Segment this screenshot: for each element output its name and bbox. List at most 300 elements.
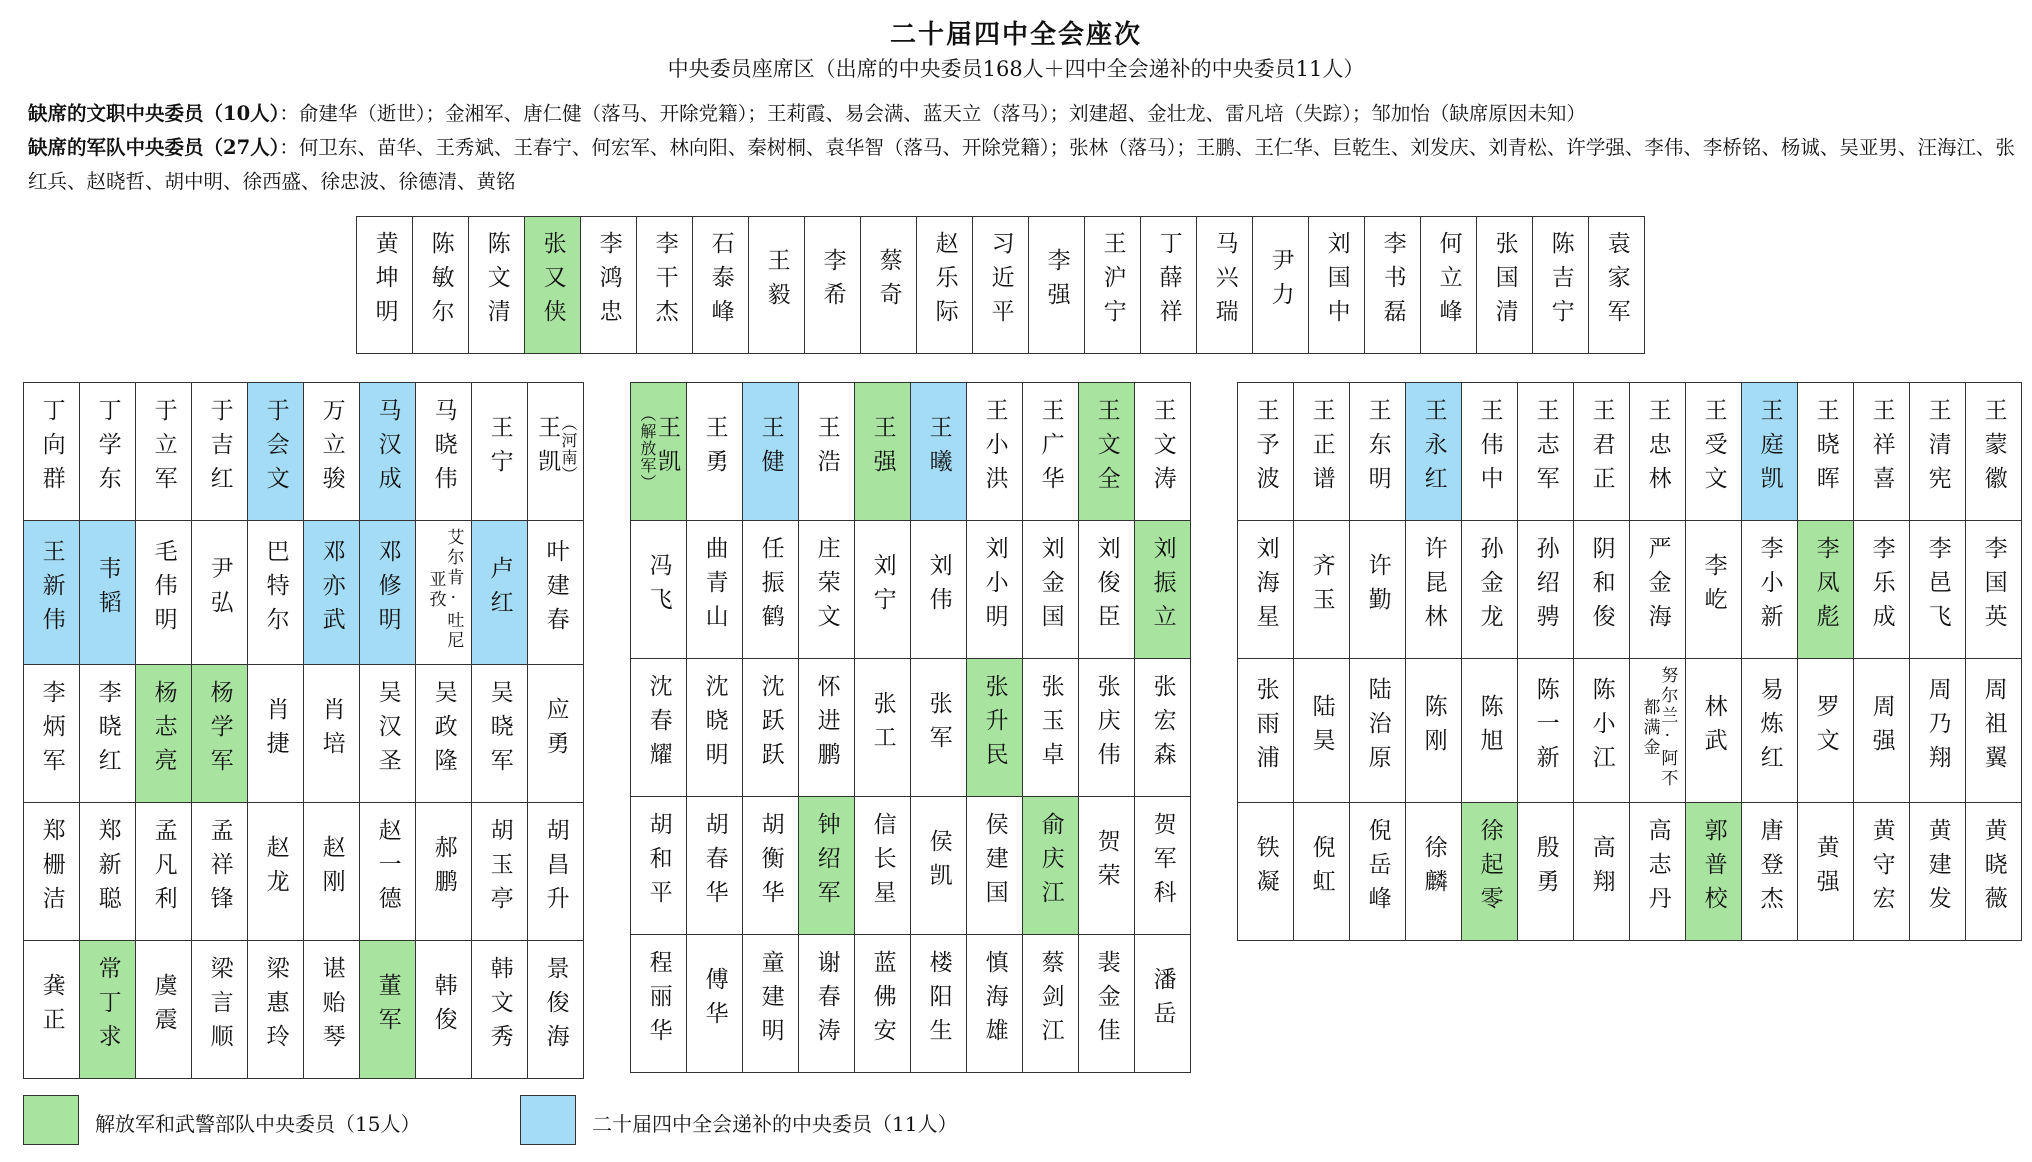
seat-cell: [1574, 521, 1630, 659]
seat-name: 黄强: [1812, 834, 1839, 903]
seat-cell: [1518, 803, 1574, 941]
seat-name: 王凯: [653, 414, 680, 483]
seat-name: 陈刚: [1420, 693, 1447, 762]
seat-cell: [360, 803, 416, 941]
seat-cell: [1135, 797, 1191, 935]
seat-cell: [1079, 935, 1135, 1073]
seat-name: 蓝佛安: [869, 949, 896, 1052]
seat-name: 谢春涛: [813, 949, 840, 1052]
seat-name: 陈一新: [1532, 676, 1559, 779]
seat-cell: [24, 803, 80, 941]
right-seating-block: [1237, 382, 2022, 941]
legend-swatch-alternate: [520, 1095, 576, 1145]
seat-cell: [304, 941, 360, 1079]
seat-name: 李邑飞: [1924, 535, 1951, 638]
absent-civil-label: 缺席的文职中央委员（10人）: [28, 102, 280, 125]
seat-cell: [1197, 217, 1253, 354]
seat-cell: [1238, 803, 1294, 941]
seat-row: [1238, 521, 2022, 659]
seat-cell: [687, 935, 743, 1073]
seat-row: [357, 217, 1645, 354]
seat-name: 何立峰: [1435, 231, 1462, 333]
seat-row: [24, 665, 584, 803]
seat-name: 阴和俊: [1588, 535, 1615, 638]
seat-name: 冯飞: [645, 552, 672, 621]
seat-name: 刘小明: [981, 535, 1008, 638]
seat-cell: [413, 217, 469, 354]
seat-name: 齐玉: [1308, 552, 1335, 621]
seat-cell: [472, 665, 528, 803]
seat-cell: [1966, 659, 2022, 803]
seat-name: 刘金国: [1037, 535, 1064, 638]
seat-name: 邓亦武: [318, 538, 345, 641]
seat-cell: [1135, 383, 1191, 521]
seat-name: 王沪宁: [1099, 231, 1126, 333]
seat-name: 王凯: [534, 414, 561, 483]
seat-name: 王强: [869, 414, 896, 483]
seat-row: [631, 935, 1191, 1073]
seat-cell: [1518, 383, 1574, 521]
seat-name: 王伟中: [1476, 397, 1503, 500]
seat-cell: [1742, 521, 1798, 659]
seat-name: 唐登杰: [1756, 817, 1783, 920]
seat-name: 王广华: [1037, 397, 1064, 500]
seat-cell: [1854, 803, 1910, 941]
seat-cell: [80, 803, 136, 941]
seat-name: 罗文: [1812, 693, 1839, 762]
seat-name: 王新伟: [38, 538, 65, 641]
seat-cell: [1238, 521, 1294, 659]
seat-name: 林武: [1700, 693, 1727, 762]
seat-cell: [749, 217, 805, 354]
seat-cell: [1023, 935, 1079, 1073]
seat-cell: [416, 521, 472, 665]
seat-cell: [1406, 659, 1462, 803]
seat-cell: [743, 797, 799, 935]
left-seating-block: [23, 382, 584, 1079]
seat-cell: [911, 797, 967, 935]
seat-cell: [1462, 521, 1518, 659]
legend-swatch-pla: [23, 1095, 79, 1145]
seat-cell: [472, 521, 528, 665]
seat-cell: [1294, 659, 1350, 803]
seat-name: 于吉红: [206, 397, 233, 500]
seat-name: 吴晓军: [486, 679, 513, 782]
seat-name: 贺军科: [1149, 811, 1176, 914]
seat-name: 高志丹: [1644, 817, 1671, 920]
seat-cell: [1023, 797, 1079, 935]
seat-name: 王文涛: [1149, 397, 1176, 500]
seat-name: 于会文: [262, 397, 289, 500]
absent-military-text: ：何卫东、苗华、王秀斌、王春宁、何宏军、林向阳、秦树桐、袁华智（落马、开除党籍）；张林（落马）；王鹏、王仁华、巨乾生、刘发庆、刘青松、许学强、李伟、李桥铭、杨诚、吴亚男、汪海江、张红兵、赵晓哲、胡中明、徐西盛、徐忠波、徐德清、黄铭: [28, 136, 2015, 193]
seat-cell: [357, 217, 413, 354]
seat-cell: [528, 521, 584, 665]
seat-cell: [248, 521, 304, 665]
seat-name: 李干杰: [651, 231, 678, 333]
seat-cell: [1294, 383, 1350, 521]
seat-name: 刘国中: [1323, 231, 1350, 333]
seat-cell: [136, 665, 192, 803]
seat-cell: [1023, 659, 1079, 797]
seat-cell: [1253, 217, 1309, 354]
seat-cell: [248, 941, 304, 1079]
seat-cell: [631, 383, 687, 521]
seat-name: 李书磊: [1379, 231, 1406, 333]
absent-military-label: 缺席的军队中央委员（27人）: [28, 136, 280, 159]
seat-name: 石泰峰: [707, 231, 734, 333]
seat-name: 孟凡利: [150, 817, 177, 920]
seat-cell: [855, 659, 911, 797]
seat-name: 马兴瑞: [1211, 231, 1238, 333]
seat-name: 王曦: [925, 414, 952, 483]
seat-cell: [967, 797, 1023, 935]
seat-cell: [1365, 217, 1421, 354]
seat-annotation: （解放军）: [637, 406, 657, 491]
seat-name: 郝鹏: [430, 834, 457, 903]
seat-cell: [917, 217, 973, 354]
seat-cell: [528, 383, 584, 521]
seat-row: [631, 521, 1191, 659]
seat-row: [1238, 803, 2022, 941]
seat-name: 巴特尔: [262, 538, 289, 641]
seat-cell: [805, 217, 861, 354]
seat-cell: [1462, 383, 1518, 521]
seat-name: 应勇: [542, 696, 569, 765]
seat-cell: [1798, 803, 1854, 941]
seat-cell: [192, 665, 248, 803]
seat-cell: [80, 665, 136, 803]
seat-cell: [136, 383, 192, 521]
seat-name: 周祖翼: [1980, 676, 2007, 779]
seat-name: 梁惠玲: [262, 955, 289, 1058]
seat-cell: [304, 521, 360, 665]
seat-cell: [1686, 521, 1742, 659]
seat-cell: [1135, 935, 1191, 1073]
seat-name: 程丽华: [645, 949, 672, 1052]
seat-cell: [687, 383, 743, 521]
seat-cell: [248, 383, 304, 521]
seat-row: [24, 941, 584, 1079]
seat-cell: [1141, 217, 1197, 354]
seat-cell: [799, 935, 855, 1073]
seat-name: 王正谱: [1308, 397, 1335, 500]
seat-cell: [472, 803, 528, 941]
absent-members-section: [28, 97, 2018, 199]
seat-cell: [1477, 217, 1533, 354]
seat-cell: [1533, 217, 1589, 354]
seat-name: 邓修明: [374, 538, 401, 641]
seat-name: 董军: [374, 972, 401, 1041]
seat-cell: [799, 797, 855, 935]
seat-cell: [192, 521, 248, 665]
seat-name: 叶建春: [542, 538, 569, 641]
seat-name: 万立骏: [318, 397, 345, 500]
seat-name: 赵乐际: [931, 231, 958, 333]
seat-cell: [416, 665, 472, 803]
seat-cell: [1023, 521, 1079, 659]
seat-name: 沈晓明: [701, 673, 728, 776]
seat-name: 李炳军: [38, 679, 65, 782]
seat-cell: [472, 941, 528, 1079]
seat-cell: [1029, 217, 1085, 354]
seat-name: 丁向群: [38, 397, 65, 500]
seat-name: 王小洪: [981, 397, 1008, 500]
seat-cell: [1350, 803, 1406, 941]
seat-cell: [1079, 659, 1135, 797]
seat-name: 虞震: [150, 972, 177, 1041]
seat-name: 王祥喜: [1868, 397, 1895, 500]
seat-name: 赵龙: [262, 834, 289, 903]
seat-name: 李乐成: [1868, 535, 1895, 638]
seat-cell: [80, 383, 136, 521]
seat-cell: [528, 665, 584, 803]
seat-cell: [911, 659, 967, 797]
legend-label-pla: 解放军和武警部队中央委员（15人）: [95, 1112, 421, 1136]
seat-name: 陆治原: [1364, 676, 1391, 779]
seat-name: 孙绍骋: [1532, 535, 1559, 638]
seat-name: 卢红: [486, 555, 513, 624]
seat-name: 吴政隆: [430, 679, 457, 782]
seat-cell: [304, 803, 360, 941]
seat-cell: [1742, 803, 1798, 941]
seat-cell: [24, 941, 80, 1079]
seat-cell: [1574, 659, 1630, 803]
seat-name: 王清宪: [1924, 397, 1951, 500]
seat-name: 胡衡华: [757, 811, 784, 914]
seat-cell: [1910, 803, 1966, 941]
seat-cell: [967, 383, 1023, 521]
seat-name: 王忠林: [1644, 397, 1671, 500]
seat-cell: [136, 803, 192, 941]
seat-name: 胡春华: [701, 811, 728, 914]
seat-name: 楼阳生: [925, 949, 952, 1052]
seat-cell: [192, 941, 248, 1079]
seat-cell: [1630, 521, 1686, 659]
seat-cell: [80, 941, 136, 1079]
seat-row: [631, 797, 1191, 935]
seat-cell: [1350, 383, 1406, 521]
seat-cell: [911, 521, 967, 659]
seat-cell: [304, 383, 360, 521]
seat-name: 刘宁: [869, 552, 896, 621]
seat-name: 胡和平: [645, 811, 672, 914]
page-title: 二十届四中全会座次: [889, 20, 1142, 50]
seat-name: 周强: [1868, 693, 1895, 762]
seat-name: 陈旭: [1476, 693, 1503, 762]
seat-cell: [631, 521, 687, 659]
seat-name: 刘俊臣: [1093, 535, 1120, 638]
seat-name: 铁凝: [1252, 834, 1279, 903]
seat-name: 艾尔肯·吐尼亚孜: [425, 528, 464, 651]
seat-cell: [1686, 659, 1742, 803]
seat-cell: [360, 941, 416, 1079]
seat-name: 李小新: [1756, 535, 1783, 638]
seat-name: 傅华: [701, 966, 728, 1035]
seat-name: 张升民: [981, 673, 1008, 776]
seat-name: 庄荣文: [813, 535, 840, 638]
seat-name: 裴金佳: [1093, 949, 1120, 1052]
seat-annotation: （河南）: [558, 414, 578, 483]
seat-cell: [1574, 803, 1630, 941]
seat-cell: [416, 383, 472, 521]
seat-name: 陈吉宁: [1547, 231, 1574, 333]
seat-name: 张工: [869, 690, 896, 759]
seat-name: 钟绍军: [813, 811, 840, 914]
seat-name: 信长星: [869, 811, 896, 914]
seat-cell: [967, 521, 1023, 659]
seat-cell: [304, 665, 360, 803]
seat-cell: [687, 797, 743, 935]
seat-cell: [1518, 659, 1574, 803]
seat-cell: [1910, 383, 1966, 521]
seat-cell: [637, 217, 693, 354]
seat-name: 孟祥锋: [206, 817, 233, 920]
seat-cell: [192, 383, 248, 521]
seat-cell: [1854, 521, 1910, 659]
seat-name: 李晓红: [94, 679, 121, 782]
seat-name: 曲青山: [701, 535, 728, 638]
seat-row: [24, 803, 584, 941]
seat-name: 张玉卓: [1037, 673, 1064, 776]
seat-name: 王永红: [1420, 397, 1447, 500]
seat-cell: [799, 521, 855, 659]
seat-name: 陈文清: [483, 231, 510, 333]
seat-cell: [1294, 803, 1350, 941]
seat-name: 张庆伟: [1093, 673, 1120, 776]
seat-name: 韦韬: [94, 555, 121, 624]
seat-name: 马晓伟: [430, 397, 457, 500]
seat-name: 蔡剑江: [1037, 949, 1064, 1052]
seat-name: 怀进鹏: [813, 673, 840, 776]
seat-cell: [1742, 659, 1798, 803]
seat-cell: [861, 217, 917, 354]
seat-name: 常丁求: [94, 955, 121, 1058]
absent-civil-line: [28, 97, 2018, 131]
seat-name: 周乃翔: [1924, 676, 1951, 779]
seat-name: 丁薛祥: [1155, 231, 1182, 333]
seat-row: [24, 383, 584, 521]
seat-name: 张国清: [1491, 231, 1518, 333]
seat-name: 慎海雄: [981, 949, 1008, 1052]
seat-cell: [631, 797, 687, 935]
seat-name: 王予波: [1252, 397, 1279, 500]
seat-cell: [1798, 659, 1854, 803]
seat-name: 刘海星: [1252, 535, 1279, 638]
seat-name: 王蒙徽: [1980, 397, 2007, 500]
seat-name: 杨志亮: [150, 679, 177, 782]
seat-cell: [469, 217, 525, 354]
seat-cell: [1589, 217, 1645, 354]
seat-name: 徐麟: [1420, 834, 1447, 903]
seat-name: 陈敏尔: [427, 231, 454, 333]
seat-cell: [1085, 217, 1141, 354]
seat-name: 蔡奇: [875, 248, 902, 316]
seat-cell: [1238, 659, 1294, 803]
seat-name: 王受文: [1700, 397, 1727, 500]
seat-name: 肖培: [318, 696, 345, 765]
seat-cell: [1686, 803, 1742, 941]
seat-name: 孙金龙: [1476, 535, 1503, 638]
seat-cell: [1966, 383, 2022, 521]
seat-cell: [1574, 383, 1630, 521]
seat-name: 王勇: [701, 414, 728, 483]
seat-name: 殷勇: [1532, 834, 1559, 903]
seat-name: 赵刚: [318, 834, 345, 903]
seat-cell: [1406, 803, 1462, 941]
seat-name: 胡昌升: [542, 817, 569, 920]
seat-cell: [472, 383, 528, 521]
seat-cell: [80, 521, 136, 665]
seat-cell: [360, 665, 416, 803]
seat-name: 尹弘: [206, 555, 233, 624]
seat-row: [631, 659, 1191, 797]
seat-cell: [1421, 217, 1477, 354]
seat-name: 李凤彪: [1812, 535, 1839, 638]
seat-cell: [967, 935, 1023, 1073]
seat-cell: [192, 803, 248, 941]
seat-cell: [687, 659, 743, 797]
seat-cell: [1798, 521, 1854, 659]
seat-name: 袁家军: [1603, 231, 1630, 333]
seat-name: 张宏森: [1149, 673, 1176, 776]
seat-name: 李希: [819, 248, 846, 316]
seat-name: 王宁: [486, 414, 513, 483]
seat-cell: [24, 665, 80, 803]
seat-cell: [743, 659, 799, 797]
seat-name: 陈小江: [1588, 676, 1615, 779]
seat-cell: [1910, 521, 1966, 659]
seat-name: 谌贻琴: [318, 955, 345, 1058]
seat-cell: [525, 217, 581, 354]
seat-name: 郑新聪: [94, 817, 121, 920]
seat-cell: [136, 941, 192, 1079]
seat-name: 王晓晖: [1812, 397, 1839, 500]
seat-name: 倪岳峰: [1364, 817, 1391, 920]
seat-name: 赵一德: [374, 817, 401, 920]
seat-cell: [911, 383, 967, 521]
seat-name: 任振鹤: [757, 535, 784, 638]
seat-row: [24, 521, 584, 665]
seat-cell: [631, 935, 687, 1073]
seat-name: 沈跃跃: [757, 673, 784, 776]
seat-row: [1238, 659, 2022, 803]
seat-name: 王健: [757, 414, 784, 483]
seat-name: 王君正: [1588, 397, 1615, 500]
page-subtitle: 中央委员座席区（出席的中央委员168人＋四中全会递补的中央委员11人）: [667, 57, 1365, 81]
seat-name: 肖捷: [262, 696, 289, 765]
seat-name: 徐起零: [1476, 817, 1503, 920]
seat-cell: [1742, 383, 1798, 521]
seat-cell: [1406, 521, 1462, 659]
seat-name: 许勤: [1364, 552, 1391, 621]
seat-cell: [743, 935, 799, 1073]
seat-cell: [855, 935, 911, 1073]
seat-cell: [973, 217, 1029, 354]
seat-cell: [1406, 383, 1462, 521]
seat-name: 黄建发: [1924, 817, 1951, 920]
seat-name: 李国英: [1980, 535, 2007, 638]
seat-name: 童建明: [757, 949, 784, 1052]
seat-cell: [1966, 521, 2022, 659]
seat-name: 习近平: [987, 231, 1014, 333]
seat-row: [1238, 383, 2022, 521]
seat-cell: [631, 659, 687, 797]
absent-military-line: [28, 131, 2018, 199]
seat-name: 高翔: [1588, 834, 1615, 903]
seat-cell: [528, 941, 584, 1079]
seat-cell: [1686, 383, 1742, 521]
seat-name: 张又侠: [539, 231, 566, 333]
